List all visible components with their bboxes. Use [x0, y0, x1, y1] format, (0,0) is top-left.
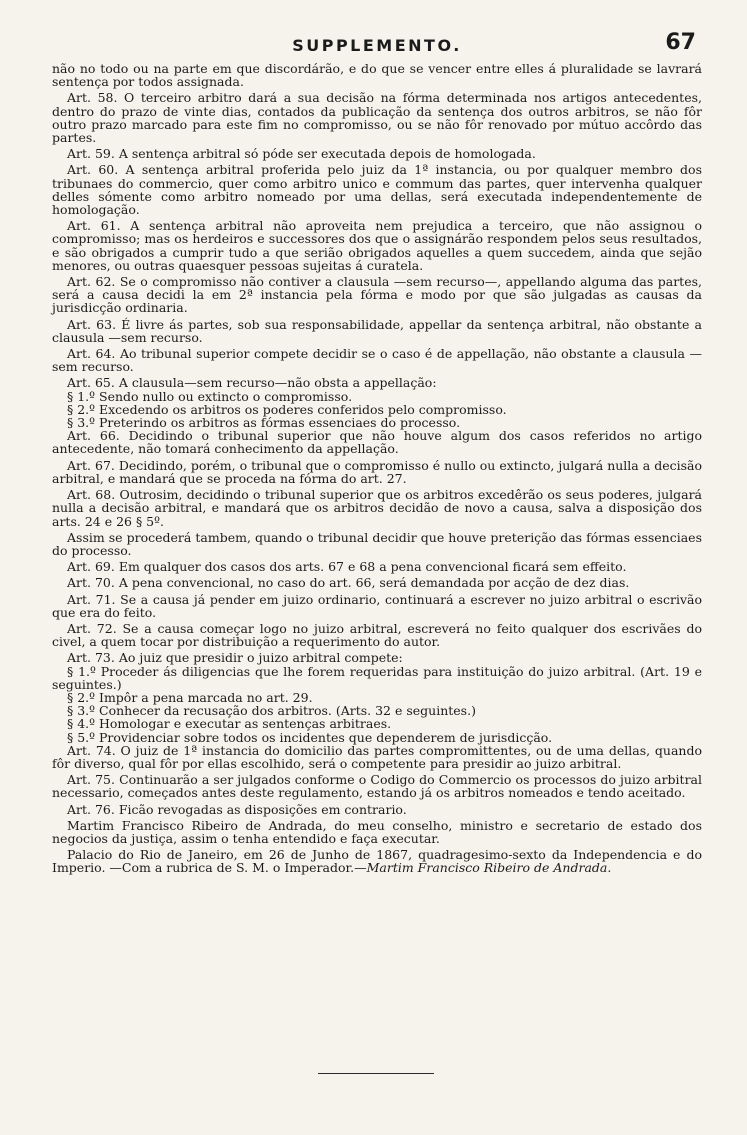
article-64: Art. 64. Ao tribunal superior compete decidir se o caso é de appellação, não obstante a clausula —sem recurso. [52, 346, 702, 375]
article-67: Art. 67. Decidindo, porém, o tribunal que o compromisso é nullo ou extincto, julgará nulla a decisão arbitral, e mandará que se proceda na fórma do art. 27. [52, 457, 702, 486]
article-65-section-2: § 2.º Excedendo os arbitros os poderes conferidos pelo compromisso. [67, 401, 507, 417]
paragraph-continuation: não no todo ou na parte em que discordárão, e do que se vencer entre elles á pluralidade se lavrará sentença por todos assignada. [52, 61, 702, 90]
article-73: Art. 73. Ao juiz que presidir o juizo arbitral compete: [67, 650, 403, 666]
article-68: Art. 68. Outrosim, decidindo o tribunal superior que os arbitros excedêrão os seus poderes, julgará nulla a decisão arbitral, e mandará que os arbitros decidão de novo a causa, salva a disposição dos arts. 24 e 26 § 5º. [52, 487, 702, 529]
article-59: Art. 59. A sentença arbitral só póde ser executada depois de homologada. [67, 146, 536, 162]
article-71: Art. 71. Se a causa já pender em juizo ordinario, continuará a escrever no juizo arbitral o escrivão que era do feito. [52, 591, 702, 620]
closing-signature: Martim Francisco Ribeiro de Andrada. [366, 860, 612, 876]
article-73-section-5: § 5.º Providenciar sobre todos os incidentes que dependerem de jurisdicção. [67, 729, 553, 745]
article-62: Art. 62. Se o compromisso não contiver a clausula —sem recurso—, appellando alguma das partes, será a causa decidi la em 2ª instancia pela fórma e modo por que são julgadas as causas da jurisdicção ordinaria. [52, 274, 702, 316]
closing-paragraph [52, 848, 702, 874]
article-58: Art. 58. O terceiro arbitro dará a sua decisão na fórma determinada nos artigos antecedentes, dentro do prazo de vinte dias, contados da publicação da sentença dos outros arbitros, se não fôr outro prazo marcado para este fim no compromisso, ou se não fôr renovado por mútuo accôrdo das partes. [52, 90, 702, 146]
article-73-section-3: § 3.º Conhecer da recusação dos arbitros. (Arts. 32 e seguintes.) [67, 703, 476, 719]
end-rule [318, 1073, 434, 1074]
article-65-section-3: § 3.º Preterindo os arbitros as fórmas essenciaes do processo. [67, 415, 461, 431]
article-65: Art. 65. A clausula—sem recurso—não obsta a appellação: [67, 375, 437, 391]
article-76: Art. 76. Ficão revogadas as disposições em contrario. [67, 801, 407, 817]
article-63: Art. 63. É livre ás partes, sob sua responsabilidade, appellar da sentença arbitral, não obstante a clausula —sem recurso. [52, 316, 702, 345]
article-66: Art. 66. Decidindo o tribunal superior que não houve algum dos casos referidos no artigo antecedente, não tomará conhecimento da appellação. [52, 428, 702, 457]
article-70: Art. 70. A pena convencional, no caso do art. 66, será demandada por acção de dez dias. [67, 575, 630, 591]
article-74: Art. 74. O juiz de 1ª instancia do domicilio das partes compromittentes, ou de uma dellas, quando fôr diverso, qual fôr por ellas escolhido, será o competente para presidir ao juizo arbitral. [52, 742, 702, 771]
article-68-continuation: Assim se procederá tambem, quando o tribunal decidir que houve preterição das fórmas essenciaes do processo. [52, 529, 702, 558]
article-75: Art. 75. Continuarão a ser julgados conforme o Codigo do Commercio os processos do juizo arbitral necessario, começados antes deste regulamento, estando já os arbitros nomeados e tendo aceitado. [52, 772, 702, 801]
article-61: Art. 61. A sentença arbitral não aproveita nem prejudica a terceiro, que não assignou o compromisso; mas os herdeiros e successores dos que o assignárão respondem pelos seus resultados, e são obrigados a cumprir tudo a que serião obrigados aquelles a quem succedem, ainda que sejão menores, ou outras quaesquer pessoas sujeitas á curatela. [52, 218, 702, 273]
closing-text: Palacio do Rio de Janeiro, em 26 de Junho de 1867, quadragesimo-sexto da Independencia e do Imperio. —Com a rubrica de S. M. o Imperador.— [52, 847, 702, 876]
article-73-section-4: § 4.º Homologar e executar as sentenças arbitraes. [67, 716, 392, 732]
running-title: SUPPLEMENTO. [292, 36, 462, 55]
execution-order: Martim Francisco Ribeiro de Andrada, do meu conselho, ministro e secretario de estado dos negocios da justiça, assim o tenha entendido e faça executar. [52, 817, 702, 846]
page-number: 67 [665, 30, 696, 55]
page-header [52, 30, 702, 60]
article-73-section-1: § 1.º Proceder ás diligencias que lhe forem requeridas para instituição do juizo arbitral. (Art. 19 e seguintes.) [52, 663, 702, 692]
body-text [52, 62, 702, 875]
article-65-section-1: § 1.º Sendo nullo ou extincto o compromisso. [67, 388, 353, 404]
article-73-section-2: § 2.º Impôr a pena marcada no art. 29. [67, 689, 313, 705]
article-60: Art. 60. A sentença arbitral proferida pelo juiz da 1ª instancia, ou por qualquer membro dos tribunaes do commercio, quer como arbitro unico e commum das partes, quer intervenha qualquer delles sómente como arbitro nomeado por uma dellas, será executada independentemente de homologação. [52, 162, 702, 218]
article-69: Art. 69. Em qualquer dos casos dos arts. 67 e 68 a pena convencional ficará sem effeito. [67, 559, 627, 575]
article-72: Art. 72. Se a causa começar logo no juizo arbitral, escreverá no feito qualquer dos escrivães do civel, a quem tocar por distribuição a requerimento do autor. [52, 620, 702, 650]
